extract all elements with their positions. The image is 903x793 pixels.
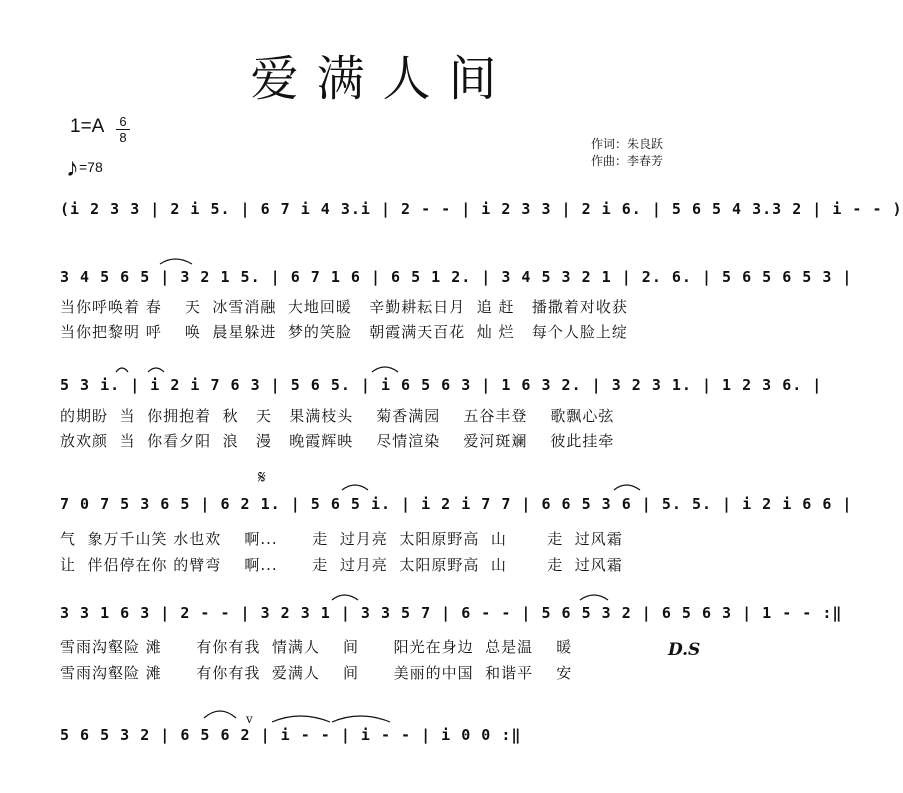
notation-line: (i 2 3 3 | 2 i 5. | 6 7 i 4 3.i | 2 - - | i 2 3 3 | 2 i 6. | 5 6 5 4 3.3 2 | i - - ) [60, 200, 903, 218]
slur-arc [116, 368, 128, 372]
slur-arc [160, 259, 192, 264]
key-signature: 1=A [70, 116, 105, 137]
lyric-verse-1: 当你呼唤着 春 天 冰雪消融 大地回暖 辛勤耕耘日月 追 赶 播撒着对收获 [60, 298, 628, 316]
ds-mark: D.S [668, 640, 701, 660]
notation-line: 7 0 7 5 3 6 5 | 6 2 1. | 5 6 5 i. | i 2 i 7 7 | 6 6 5 3 6 | 5. 5. | i 2 i 6 6 | [60, 495, 853, 513]
eighth-note-icon: ♪ [66, 152, 79, 182]
notation-line: 3 3 1 6 3 | 2 - - | 3 2 3 1 | 3 3 5 7 | 6 - - | 5 6 5 3 2 | 6 5 6 3 | 1 - - :‖ [60, 604, 843, 622]
lyric-verse-2: 放欢颜 当 你看夕阳 浪 漫 晚霞辉映 尽情渲染 爱河斑斓 彼此挂牵 [60, 432, 615, 450]
slur-arc [332, 595, 358, 600]
lyric-verse-2: 当你把黎明 呼 唤 晨星躲进 梦的笑脸 朝霞满天百花 灿 烂 每个人脸上绽 [60, 323, 628, 341]
slur-arc [580, 595, 608, 600]
lyric-verse-2: 雪雨沟壑险 滩 有你有我 爱满人 间 美丽的中国 和谐平 安 [60, 664, 573, 682]
song-title: 爱满人间 [250, 51, 515, 107]
notation-line: 3 4 5 6 5 | 3 2 1 5. | 6 7 1 6 | 6 5 1 2. | 3 4 5 3 2 1 | 2. 6. | 5 6 5 6 5 3 | [60, 268, 853, 286]
lyricist-credit: 作词：朱良跃 [591, 137, 664, 151]
notation-line: 5 6 5 3 2 | 6 5 6 2 | i - - | i - - | i 0 0 :‖ [60, 726, 522, 744]
composer-credit: 作曲：李春芳 [591, 154, 664, 168]
slur-arc [372, 367, 398, 372]
lyric-verse-1: 气 象万千山笑 水也欢 啊... 走 过月亮 太阳原野高 山 走 过风霜 [60, 530, 623, 548]
tie-arc [272, 716, 330, 722]
notation-line: 5 3 i. | i 2 i 7 6 3 | 5 6 5. | i 6 5 6 3 | 1 6 3 2. | 3 2 3 1. | 1 2 3 6. | [60, 376, 823, 394]
tempo-value: =78 [79, 159, 103, 175]
slur-arc [614, 485, 640, 490]
breath-mark: v [246, 712, 253, 726]
tie-arc [332, 716, 390, 722]
time-signature-top: 6 [119, 114, 127, 129]
time-signature-bottom: 8 [116, 129, 130, 145]
lyric-verse-1: 雪雨沟壑险 滩 有你有我 情满人 间 阳光在身边 总是温 暖 [60, 638, 573, 656]
slur-arc [342, 485, 368, 490]
lyric-verse-2: 让 伴侣停在你 的臂弯 啊... 走 过月亮 太阳原野高 山 走 过风霜 [60, 556, 623, 574]
slur-arc [148, 368, 164, 372]
segno-mark: 𝄋 [258, 467, 266, 488]
slur-arc [204, 711, 236, 718]
lyric-verse-1: 的期盼 当 你拥抱着 秋 天 果满枝头 菊香满园 五谷丰登 歌飘心弦 [60, 407, 615, 425]
